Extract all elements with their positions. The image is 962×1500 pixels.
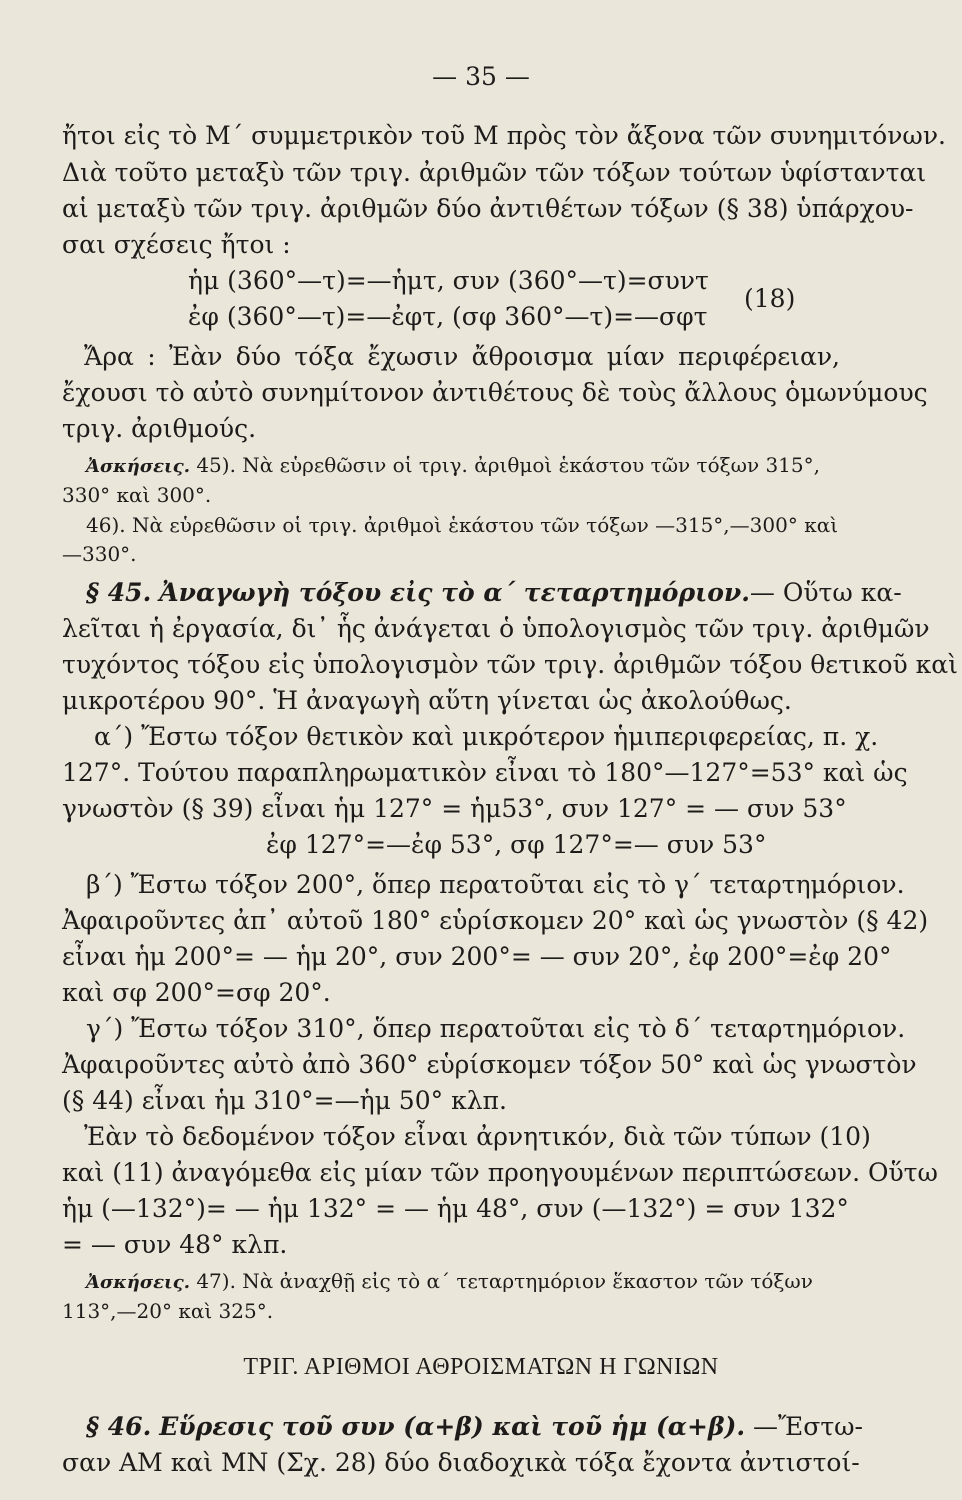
text-line: ἔχουσι τὸ αὐτὸ συνημίτονον ἀντιθέτους δὲ τοὺς ἄλλους ὁμωνύμους xyxy=(62,378,928,407)
text-line: καὶ σφ 200°=σφ 20°. xyxy=(62,978,331,1007)
exercise-line: 113°,—20° καὶ 325°. xyxy=(62,1299,274,1323)
text-line: Ἀφαιροῦντες αὐτὸ ἀπὸ 360° εὑρίσκομεν τόξον 50° καὶ ὡς γνωστὸν xyxy=(62,1050,917,1079)
text-line: ἡμ (—132°)= — ἡμ 132° = — ἡμ 48°, συν (—132°) = συν 132° xyxy=(62,1194,849,1223)
section-46-heading xyxy=(86,1412,863,1442)
text-line: καὶ (11) ἀναγόμεθα εἰς μίαν τῶν προηγουμένων περιπτώσεων. Οὕτω xyxy=(62,1158,938,1187)
formula-line: ἐφ 127°=—ἐφ 53°, σφ 127°=— συν 53° xyxy=(266,830,767,859)
text-line: Ἄρα : Ἐὰν δύο τόξα ἔχωσιν ἄθροισμα μίαν περιφέρειαν, xyxy=(84,342,840,371)
text-line: Ἀφαιροῦντες ἀπ᾿ αὐτοῦ 180° εὑρίσκομεν 20° καὶ ὡς γνωστὸν (§ 42) xyxy=(62,906,929,935)
text-line: τυχόντος τόξου εἰς ὑπολογισμὸν τῶν τριγ. ἀριθμῶν τόξου θετικοῦ καὶ xyxy=(62,650,958,679)
exercise-label: Ἀσκήσεις. xyxy=(86,1272,190,1293)
exercise-text: 47). Νὰ ἀναχθῇ εἰς τὸ α΄ τεταρτημόριον ἕκαστον τῶν τόξων xyxy=(196,1269,813,1293)
section-text: —Ἔστω- xyxy=(745,1412,863,1441)
equation-number: (18) xyxy=(744,284,796,313)
section-number: § 45. xyxy=(86,578,152,607)
section-title: Εὕρεσις τοῦ συν (α+β) καὶ τοῦ ἡμ (α+β). xyxy=(159,1412,746,1441)
text-line: α΄) Ἔστω τόξον θετικὸν καὶ μικρότερον ἡμιπεριφερείας, π. χ. xyxy=(94,722,879,751)
text-line: αἱ μεταξὺ τῶν τριγ. ἀριθμῶν δύο ἀντιθέτων τόξων (§ 38) ὑπάρχου- xyxy=(62,194,914,223)
text-line: μικροτέρου 90°. Ἡ ἀναγωγὴ αὕτη γίνεται ὡς ἀκολούθως. xyxy=(62,686,792,715)
text-line: εἶναι ἡμ 200°= — ἡμ 20°, συν 200°= — συν 20°, ἐφ 200°=ἐφ 20° xyxy=(62,942,892,971)
section-text: — Οὕτω κα- xyxy=(749,578,902,607)
formula-line: ἡμ (360°—τ)=—ἡμτ, συν (360°—τ)=συντ xyxy=(188,266,709,295)
text-line: τριγ. ἀριθμούς. xyxy=(62,414,257,443)
text-line: Διὰ τοῦτο μεταξὺ τῶν τριγ. ἀριθμῶν τῶν τόξων τούτων ὑφίστανται xyxy=(62,158,927,187)
page-number: — 35 — xyxy=(432,62,530,91)
section-title: Ἀναγωγὴ τόξου εἰς τὸ α΄ τεταρτημόριον. xyxy=(159,578,750,607)
text-line: ἤτοι εἰς τὸ Μ΄ συμμετρικὸν τοῦ Μ πρὸς τὸν ἄξονα τῶν συνημιτόνων. xyxy=(62,121,946,150)
exercise-line xyxy=(86,1266,840,1298)
text-line: (§ 44) εἶναι ἡμ 310°=—ἡμ 50° κλπ. xyxy=(62,1086,507,1115)
text-line: γ΄) Ἔστω τόξον 310°, ὅπερ περατοῦται εἰς τὸ δ΄ τεταρτημόριον. xyxy=(86,1014,906,1043)
exercise-line: —330°. xyxy=(62,542,137,566)
chapter-heading: ΤΡΙΓ. ΑΡΙΘΜΟΙ ΑΘΡΟΙΣΜΑΤΩΝ Η ΓΩΝΙΩΝ xyxy=(243,1354,719,1380)
exercise-text: 45). Νὰ εὑρεθῶσιν οἱ τριγ. ἀριθμοὶ ἑκάστου τῶν τόξων 315°, xyxy=(196,453,820,477)
section-number: § 46. xyxy=(86,1412,152,1441)
exercise-line xyxy=(86,450,840,482)
text-line: σαν ΑΜ καὶ ΜΝ (Σχ. 28) δύο διαδοχικὰ τόξα ἔχοντα ἀντιστοί- xyxy=(62,1448,860,1477)
section-45-heading xyxy=(86,578,902,608)
formula-line: ἐφ (360°—τ)=—ἐφτ, (σφ 360°—τ)=—σφτ xyxy=(188,302,708,331)
text-line: = — συν 48° κλπ. xyxy=(62,1230,288,1259)
text-line: 127°. Τούτου παραπληρωματικὸν εἶναι τὸ 180°—127°=53° καὶ ὡς xyxy=(62,758,908,787)
exercise-label: Ἀσκήσεις. xyxy=(86,456,190,477)
exercise-line: 46). Νὰ εὑρεθῶσιν οἱ τριγ. ἀριθμοὶ ἑκάστου τῶν τόξων —315°,—300° καὶ xyxy=(86,513,839,537)
text-line: γνωστὸν (§ 39) εἶναι ἡμ 127° = ἡμ53°, συν 127° = — συν 53° xyxy=(62,794,847,823)
text-line: σαι σχέσεις ἤτοι : xyxy=(62,230,291,259)
text-line: β΄) Ἔστω τόξον 200°, ὅπερ περατοῦται εἰς τὸ γ΄ τεταρτημόριον. xyxy=(86,870,905,899)
text-line: Ἐὰν τὸ δεδομένον τόξον εἶναι ἀρνητικόν, διὰ τῶν τύπων (10) xyxy=(84,1122,871,1151)
exercise-line: 330° καὶ 300°. xyxy=(62,483,212,507)
text-line: λεῖται ἡ ἐργασία, δι᾿ ἧς ἀνάγεται ὁ ὑπολογισμὸς τῶν τριγ. ἀριθμῶν xyxy=(62,614,930,643)
